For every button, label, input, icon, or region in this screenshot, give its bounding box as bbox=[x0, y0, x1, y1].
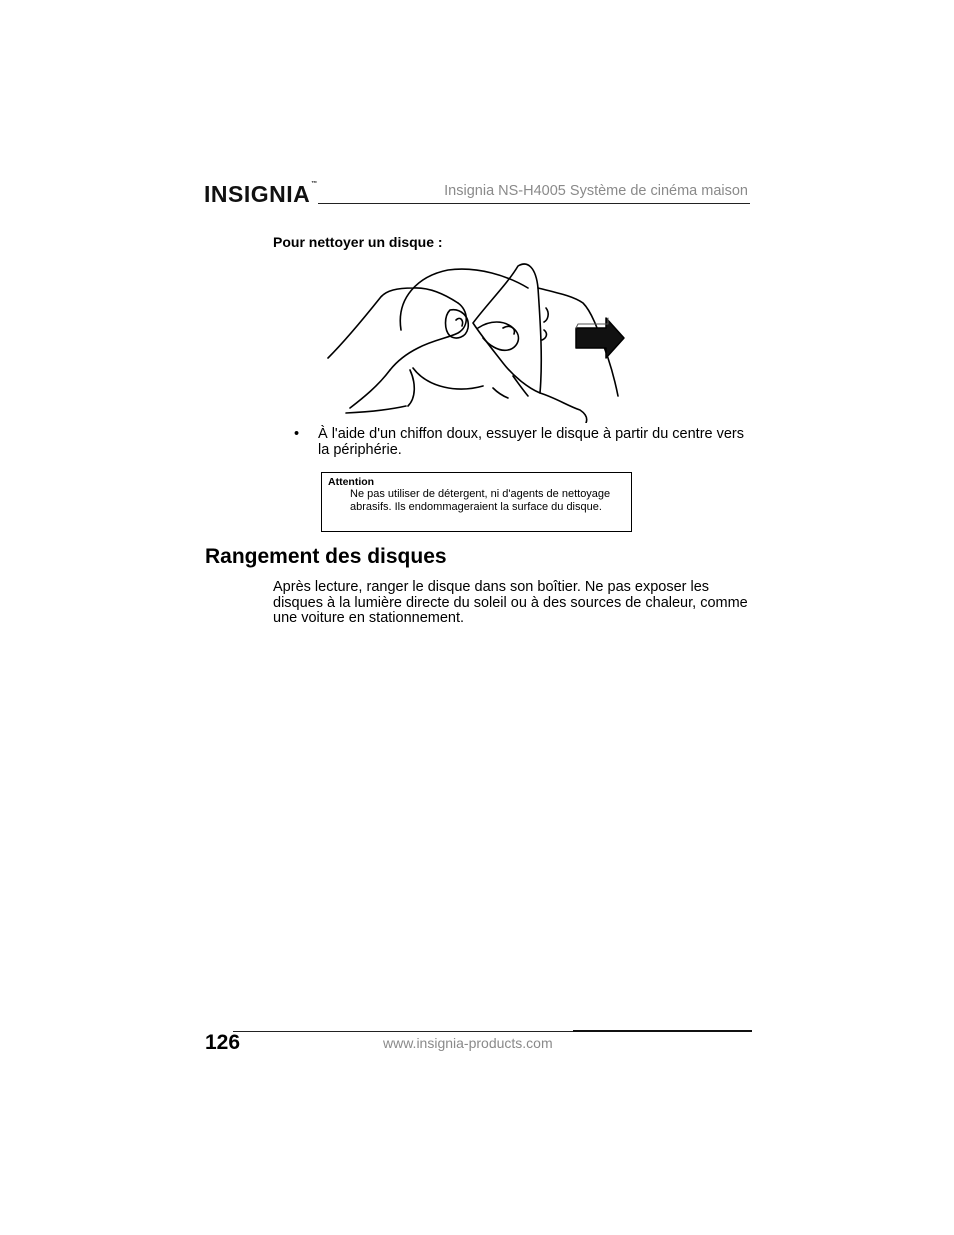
bullet-icon: • bbox=[294, 426, 300, 442]
header-title: Insignia NS-H4005 Système de cinéma maison bbox=[444, 183, 748, 199]
logo-text: INSIGNIA bbox=[204, 181, 311, 207]
section-heading: Rangement des disques bbox=[205, 545, 447, 568]
caution-title: Attention bbox=[328, 476, 375, 488]
footer-divider-accent bbox=[573, 1030, 752, 1032]
caution-notice bbox=[321, 472, 632, 532]
footer-divider bbox=[233, 1031, 573, 1032]
header-divider bbox=[318, 203, 750, 204]
trademark-symbol: ™ bbox=[311, 181, 318, 187]
insignia-logo bbox=[204, 181, 318, 208]
caution-text: Ne pas utiliser de détergent, ni d'agents de nettoyage abrasifs. Ils endommageraient la surface du disque. bbox=[350, 488, 611, 513]
cloth-icon bbox=[473, 264, 541, 393]
page-number: 126 bbox=[205, 1031, 241, 1054]
section-paragraph: Après lecture, ranger le disque dans son boîtier. Ne pas exposer les disques à la lumière directe du soleil ou à des sources de chaleur, comme une voiture en stationnement. bbox=[273, 579, 748, 627]
left-hand-icon bbox=[328, 288, 458, 358]
procedure-step-text: À l'aide d'un chiffon doux, essuyer le disque à partir du centre vers la périphérie. bbox=[318, 426, 745, 458]
procedure-title: Pour nettoyer un disque : bbox=[273, 234, 443, 250]
disc-cleaning-illustration bbox=[318, 258, 638, 428]
footer-url: www.insignia-products.com bbox=[383, 1035, 553, 1051]
